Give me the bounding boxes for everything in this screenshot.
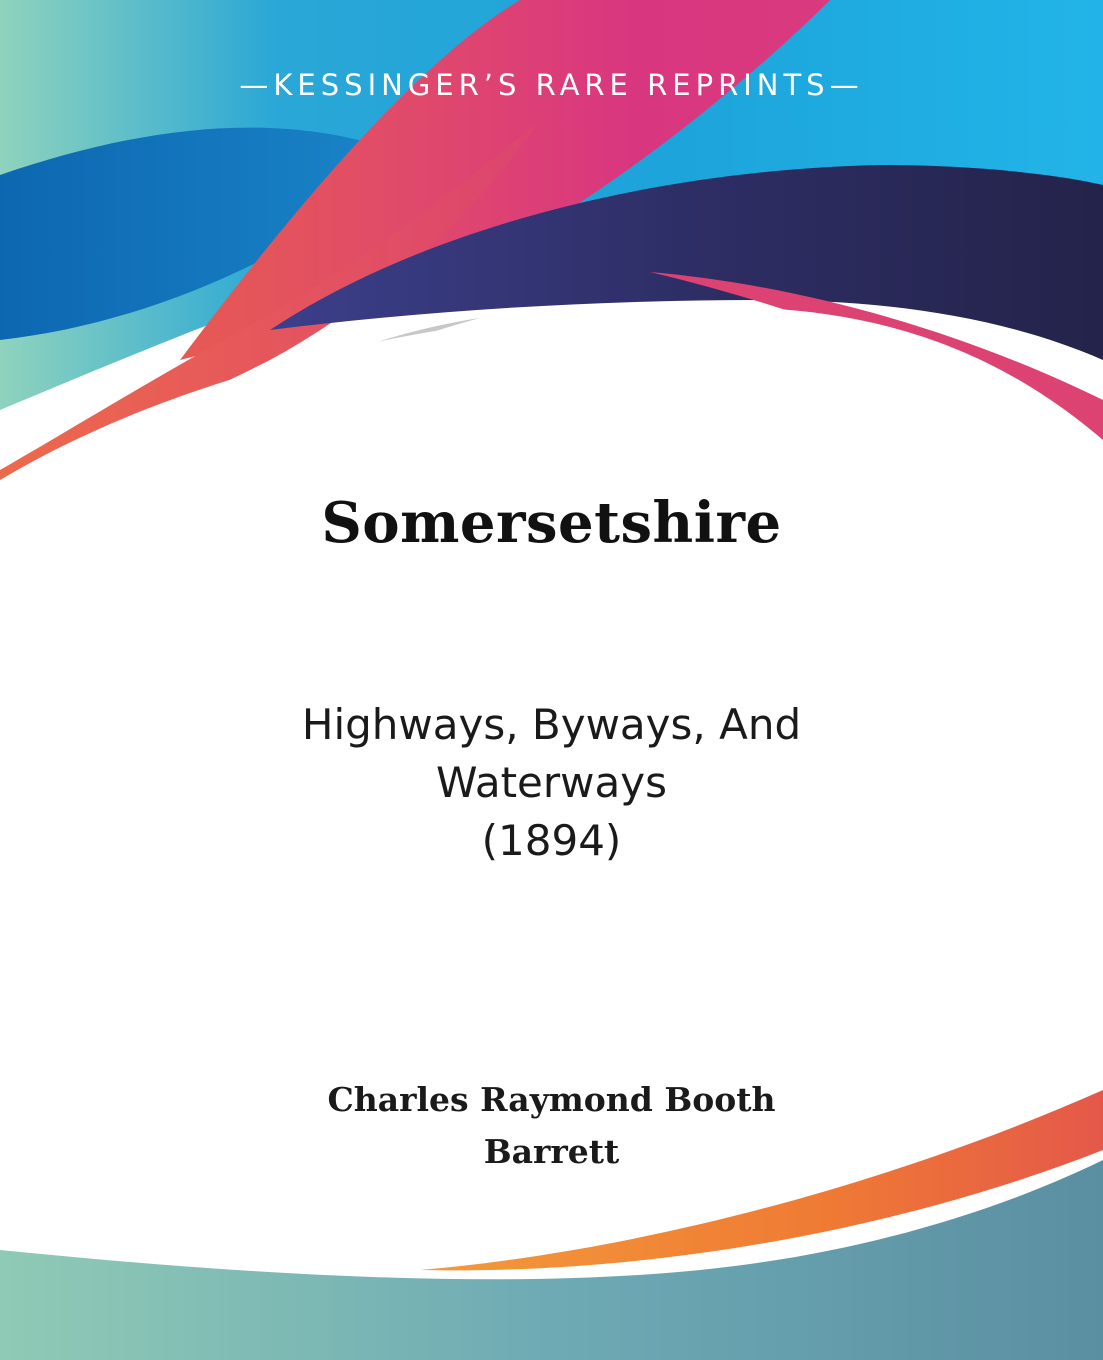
subtitle-line: Waterways <box>436 758 667 807</box>
subtitle-line: Highways, Byways, And <box>301 700 802 749</box>
book-title: Somersetshire <box>321 490 782 556</box>
subtitle-year: (1894) <box>481 816 622 865</box>
author-line: Barrett <box>483 1132 620 1171</box>
book-subtitle <box>200 696 903 870</box>
book-author <box>200 1074 903 1178</box>
publisher-banner: —KESSINGER’S RARE REPRINTS— <box>239 68 864 102</box>
author-line: Charles Raymond Booth <box>327 1080 776 1119</box>
